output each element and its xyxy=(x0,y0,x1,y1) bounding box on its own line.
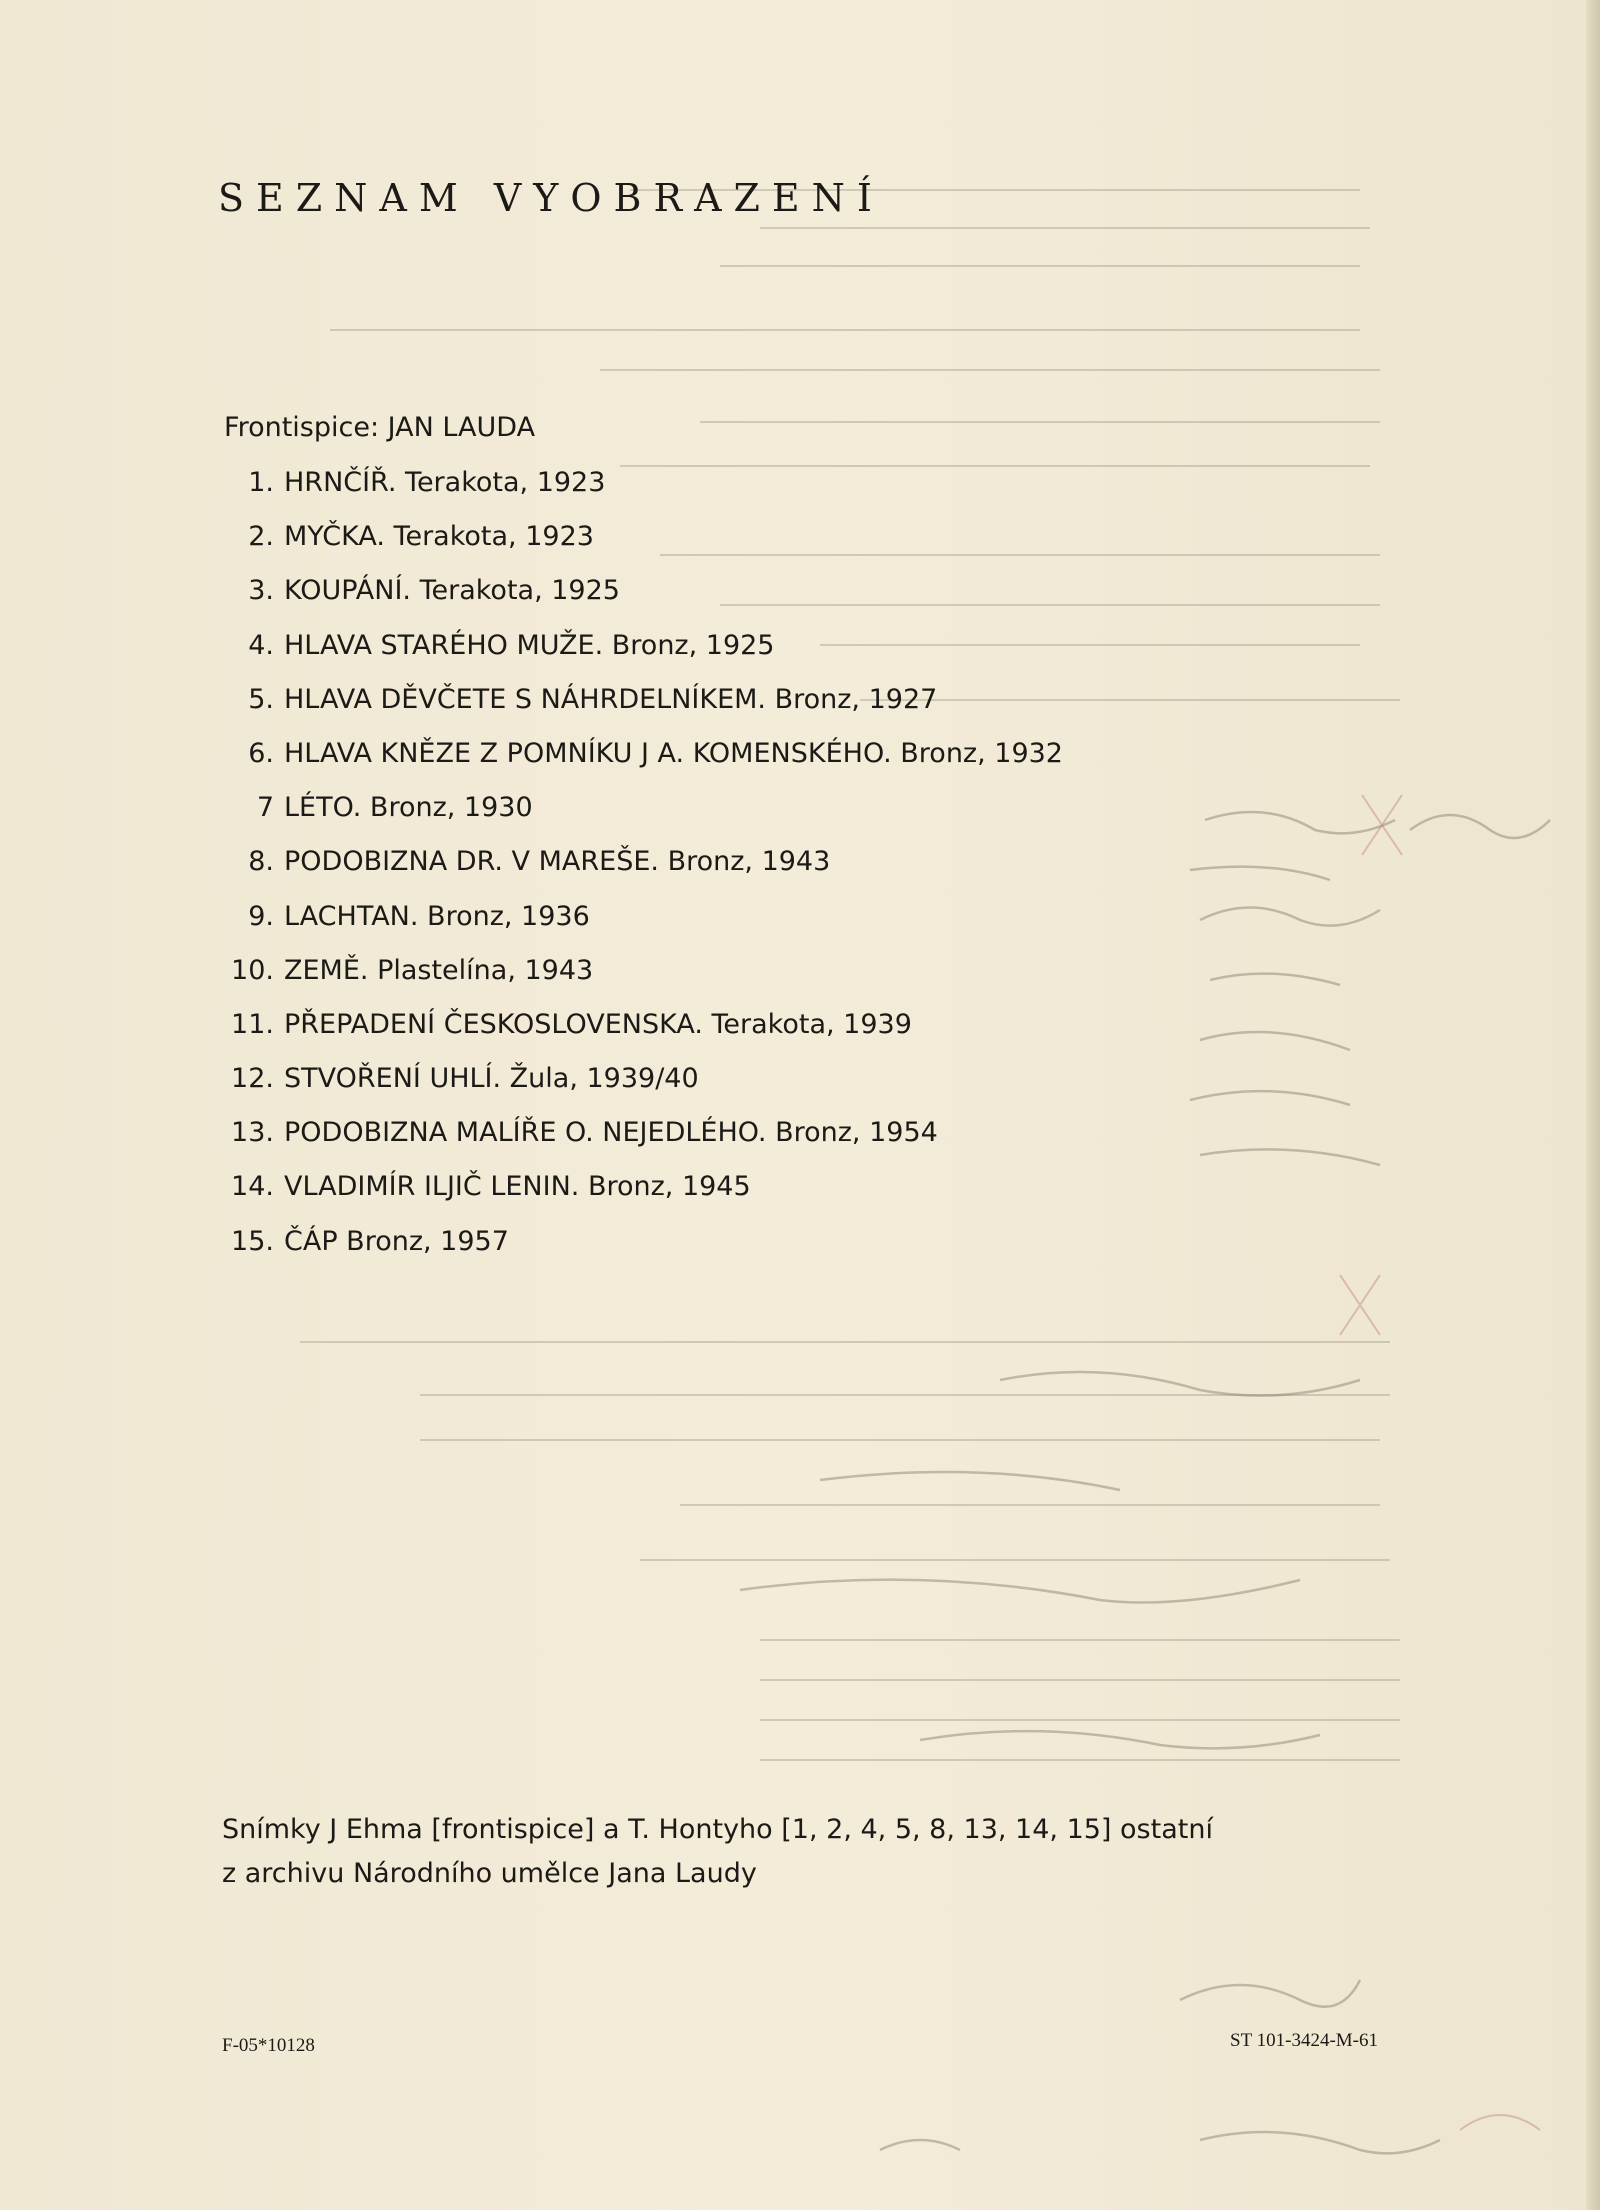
list-item xyxy=(224,842,1063,896)
list-item xyxy=(224,1005,1063,1059)
list-item xyxy=(224,951,1063,1005)
list-item xyxy=(224,1059,1063,1113)
print-code-right: ST 101-3424-M-61 xyxy=(1230,2030,1378,2051)
list-item xyxy=(224,626,1063,680)
item-number: 9. xyxy=(248,900,274,932)
item-text: PODOBIZNA DR. V MAREŠE. Bronz, 1943 xyxy=(284,846,831,878)
item-text: STVOŘENÍ UHLÍ. Žula, 1939/40 xyxy=(284,1063,699,1095)
item-text: HLAVA DĚVČETE S NÁHRDELNÍKEM. Bronz, 1927 xyxy=(284,683,938,715)
list-item xyxy=(224,1222,1063,1276)
item-text: HLAVA STARÉHO MUŽE. Bronz, 1925 xyxy=(284,629,775,661)
item-text: KOUPÁNÍ. Terakota, 1925 xyxy=(284,575,620,607)
item-number: 11. xyxy=(231,1008,274,1040)
list-item xyxy=(224,788,1063,842)
item-number: 15. xyxy=(231,1225,274,1257)
item-number: 4. xyxy=(248,629,274,661)
item-text: LACHTAN. Bronz, 1936 xyxy=(284,900,590,932)
illustration-list xyxy=(224,463,1063,1276)
list-item xyxy=(224,463,1063,517)
list-item xyxy=(224,897,1063,951)
credits-line-1: Snímky J Ehma [frontispice] a T. Hontyho [1, 2, 4, 5, 8, 13, 14, 15] ostatní xyxy=(222,1814,1213,1845)
page-title: SEZNAM VYOBRAZENÍ xyxy=(218,176,884,220)
item-number: 5. xyxy=(248,683,274,715)
list-item xyxy=(224,1167,1063,1221)
list-item xyxy=(224,734,1063,788)
item-number: 10. xyxy=(231,954,274,986)
list-item xyxy=(224,680,1063,734)
item-number: 6. xyxy=(248,737,274,769)
list-item xyxy=(224,1113,1063,1167)
frontispiece-line: Frontispice: JAN LAUDA xyxy=(224,412,536,443)
list-item xyxy=(224,571,1063,625)
item-number: 2. xyxy=(248,521,274,553)
item-number: 8. xyxy=(248,846,274,878)
print-code-left: F-05*10128 xyxy=(222,2035,315,2056)
item-text: PŘEPADENÍ ČESKOSLOVENSKA. Terakota, 1939 xyxy=(284,1008,912,1040)
item-text: LÉTO. Bronz, 1930 xyxy=(284,792,533,824)
item-text: ČÁP Bronz, 1957 xyxy=(284,1225,509,1257)
item-number: 14. xyxy=(231,1171,274,1203)
item-number: 12. xyxy=(231,1063,274,1095)
item-text: VLADIMÍR ILJIČ LENIN. Bronz, 1945 xyxy=(284,1171,751,1203)
item-text: MYČKA. Terakota, 1923 xyxy=(284,521,594,553)
item-number: 3. xyxy=(248,575,274,607)
item-text: PODOBIZNA MALÍŘE O. NEJEDLÉHO. Bronz, 1954 xyxy=(284,1117,938,1149)
item-number: 7 xyxy=(256,792,274,824)
list-item xyxy=(224,517,1063,571)
credits-line-2: z archivu Národního umělce Jana Laudy xyxy=(222,1858,757,1889)
page-edge xyxy=(1586,0,1600,2210)
item-text: ZEMĚ. Plastelína, 1943 xyxy=(284,954,594,986)
item-number: 13. xyxy=(231,1117,274,1149)
item-text: HLAVA KNĚZE Z POMNÍKU J A. KOMENSKÉHO. Bronz, 1932 xyxy=(284,737,1063,769)
item-text: HRNČÍŘ. Terakota, 1923 xyxy=(284,467,606,498)
item-number: 1. xyxy=(248,467,274,498)
photo-credits xyxy=(222,1808,1382,1896)
